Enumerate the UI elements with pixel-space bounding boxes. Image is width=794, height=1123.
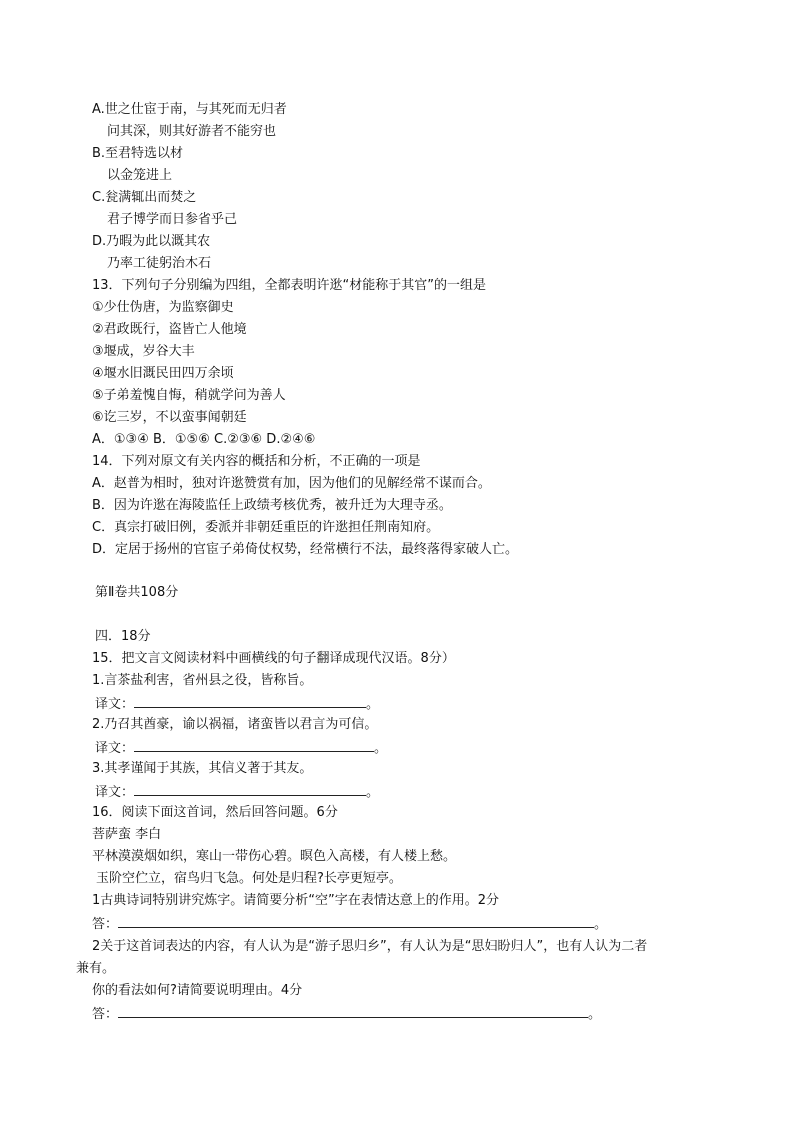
q15-translation-3 (95, 781, 379, 803)
q15-stem: 15．把文言文阅读材料中画横线的句子翻译成现代汉语。8分） (92, 651, 455, 666)
q13-item-5: ⑤子弟羞愧自悔，稍就学问为善人 (92, 388, 286, 403)
option-d-line2: 乃率工徒躬治木石 (107, 256, 212, 271)
q13-choices: A．①③④ B．①⑤⑥ C.②③⑥ D.②④⑥ (92, 432, 316, 447)
q16-sub2-line2: 兼有。 (76, 961, 116, 976)
poem-line-2: 玉阶空伫立，宿鸟归飞急。何处是归程?长亭更短亭。 (96, 871, 402, 886)
option-b-line1: B.至君特选以材 (92, 146, 184, 161)
part2-heading: 第Ⅱ卷共108分 (95, 585, 179, 600)
poem-line-1: 平林漠漠烟如织，寒山一带伤心碧。暝色入高楼，有人楼上愁。 (92, 849, 457, 864)
option-b-line2: 以金笼进上 (107, 168, 173, 183)
answer-blank-1[interactable] (118, 913, 594, 928)
poem-title: 菩萨蛮 李白 (92, 827, 162, 842)
option-c-line1: C.瓮满辄出而焚之 (92, 190, 197, 205)
translation-label: 译文： (95, 741, 135, 756)
q15-sentence-3: 3.其孝谨闻于其族，其信义著于其友。 (92, 761, 313, 776)
q13-stem: 13．下列句子分别编为四组，全都表明许逖“材能称于其官”的一组是 (92, 278, 487, 293)
q15-sentence-2: 2.乃召其酋豪，谕以祸福，诸蛮皆以君言为可信。 (92, 717, 378, 732)
q14-option-a: A．赵普为相时，独对许逖赞赏有加，因为他们的见解经常不谋而合。 (92, 476, 491, 491)
q13-item-1: ①少仕伪唐，为监察御史 (92, 300, 234, 315)
option-a-line1: A.世之仕宦于南，与其死而无归者 (92, 102, 287, 117)
q16-sub1: 1古典诗词特别讲究炼字。请简要分析“空”字在表情达意上的作用。2分 (92, 893, 500, 908)
section4-heading: 四．18分 (95, 629, 151, 644)
q16-stem: 16．阅读下面这首词，然后回答问题。6分 (92, 805, 338, 820)
q16-sub2-line1: 2关于这首词表达的内容，有人认为是“游子思归乡”，有人认为是“思妇盼归人”，也有人认为二者 (92, 939, 648, 954)
option-c-line2: 君子博学而日参省乎己 (107, 212, 238, 227)
q16-answer-1 (92, 913, 607, 935)
translation-label: 译文： (95, 697, 135, 712)
q14-stem: 14．下列对原文有关内容的概括和分析，不正确的一项是 (92, 454, 421, 469)
answer-label: 答： (92, 917, 119, 932)
q13-item-4: ④堰水旧溉民田四万余顷 (92, 366, 234, 381)
q13-item-6: ⑥讫三岁，不以蛮事闻朝廷 (92, 410, 247, 425)
answer-end: 。 (594, 917, 608, 932)
q15-translation-1 (95, 693, 379, 715)
q15-sentence-1: 1.言茶盐利害，省州县之役，皆称旨。 (92, 673, 313, 688)
translation-blank-2[interactable] (134, 737, 374, 752)
translation-end: 。 (366, 785, 380, 800)
translation-label: 译文： (95, 785, 135, 800)
translation-blank-3[interactable] (134, 781, 366, 796)
translation-blank-1[interactable] (134, 693, 366, 708)
option-a-line2: 问其深，则其好游者不能穷也 (107, 124, 277, 139)
answer-label: 答： (92, 1007, 119, 1022)
q14-option-c: C．真宗打破旧例，委派并非朝廷重臣的许逖担任荆南知府。 (92, 520, 440, 535)
translation-end: 。 (366, 697, 380, 712)
q14-option-b: B．因为许逖在海陵监任上政绩考核优秀，被升迁为大理寺丞。 (92, 498, 452, 513)
translation-end: 。 (374, 741, 388, 756)
answer-end: 。 (588, 1007, 602, 1022)
q16-answer-2 (92, 1003, 601, 1025)
option-d-line1: D.乃暇为此以溉其农 (92, 234, 211, 249)
answer-blank-2[interactable] (118, 1003, 588, 1018)
q16-sub2-line3: 你的看法如何?请简要说明理由。4分 (92, 983, 303, 998)
q14-option-d: D．定居于扬州的官宦子弟倚仗权势，经常横行不法，最终落得家破人亡。 (92, 542, 519, 557)
q13-item-2: ②君政既行，盗皆亡人他境 (92, 322, 247, 337)
q13-item-3: ③堰成，岁谷大丰 (92, 344, 195, 359)
q15-translation-2 (95, 737, 387, 759)
